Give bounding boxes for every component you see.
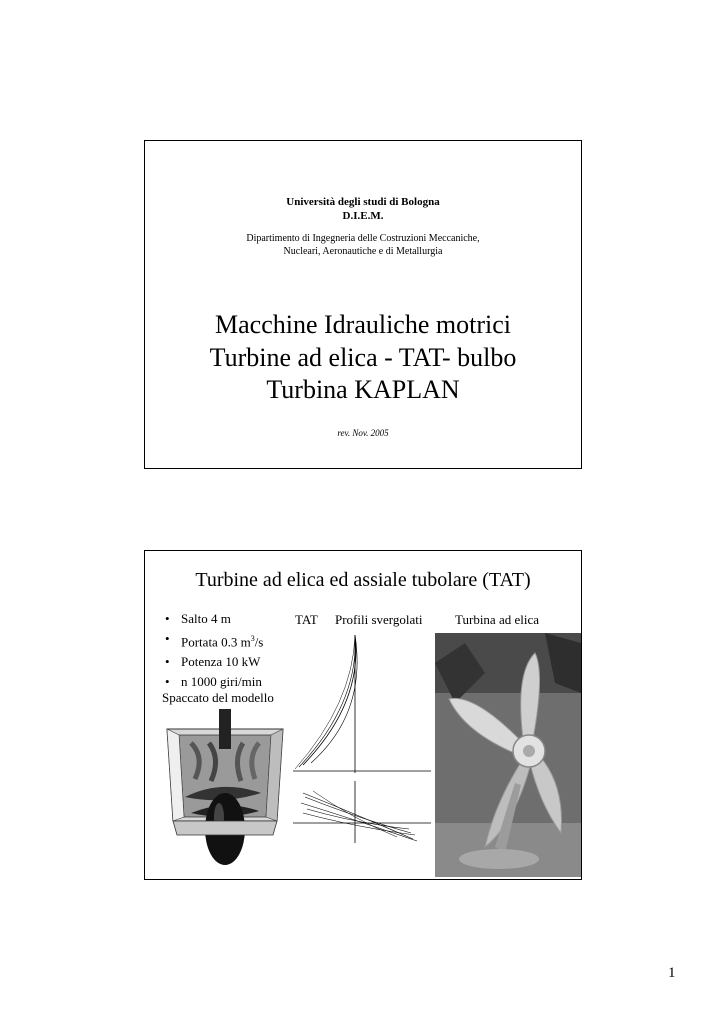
slide-title: Turbine ad elica ed assiale tubolare (TAT): [195, 569, 531, 591]
title-line-3: Turbina KAPLAN: [266, 375, 460, 404]
propeller-label: Turbina ad elica: [455, 612, 539, 627]
spec-giri: • n 1000 giri/min: [165, 672, 263, 692]
diem-label: D.I.E.M.: [342, 210, 384, 222]
tat-slide: [144, 550, 582, 880]
title-line-1: Macchine Idrauliche motrici: [215, 310, 511, 339]
spec-salto: • Salto 4 m: [165, 609, 263, 629]
blade-profile-drawing: [293, 633, 431, 843]
propeller-turbine-photo: [435, 633, 581, 877]
spec-potenza: • Potenza 10 kW: [165, 652, 263, 672]
title-slide: [144, 140, 582, 469]
university-name: Università degli studi di Bologna: [286, 196, 440, 208]
spec-portata: • Portata 0.3 $m^3/s$: [165, 629, 263, 652]
turbine-cutaway-illustration: [161, 709, 289, 879]
tat-label: TAT: [295, 612, 318, 627]
department-line-1: Dipartimento di Ingegneria delle Costruzioni Meccaniche,: [246, 233, 480, 244]
profiles-label: Profili svergolati: [335, 612, 423, 627]
revision-note: rev. Nov. 2005: [337, 428, 389, 438]
spec-list: [165, 609, 263, 692]
page-number: 1: [668, 965, 676, 981]
department-line-2: Nucleari, Aeronautiche e di Metallurgia: [283, 246, 443, 257]
model-caption: Spaccato del modello: [162, 690, 274, 705]
title-line-2: Turbine ad elica - TAT- bulbo: [209, 343, 517, 372]
